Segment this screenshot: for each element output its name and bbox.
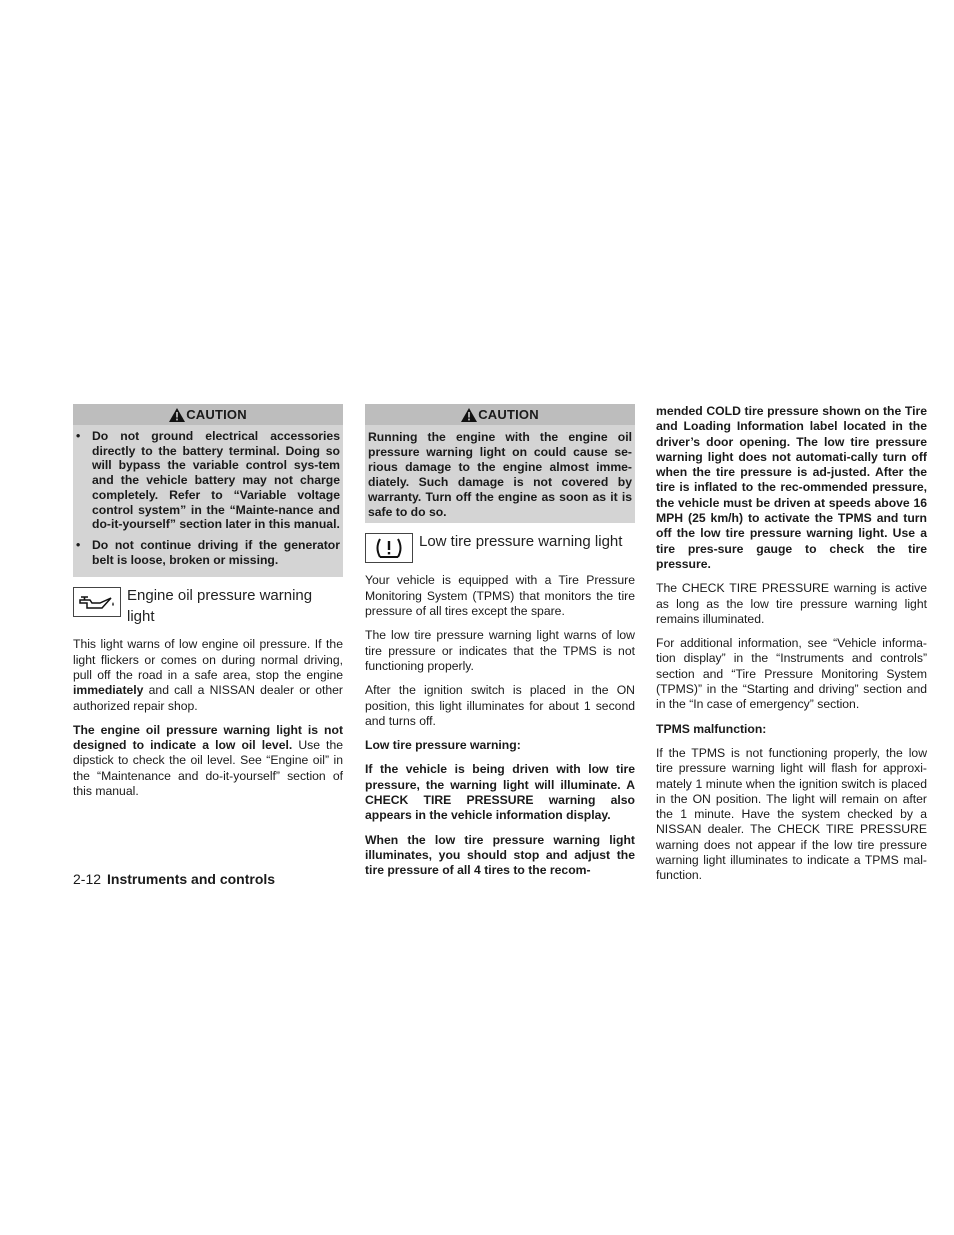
caution-list — [73, 425, 343, 567]
paragraph: Your vehicle is equipped with a Tire Pressure Monitoring System (TPMS) that monitors the tire pressure of all tires except the spare. — [365, 573, 635, 619]
caution-label: CAUTION — [478, 407, 539, 422]
column-2 — [365, 404, 635, 887]
caution-item: • Do not ground electrical accessories directly to the battery terminal. Doing so will bypass the variable control sys-tem and the vehicle battery may not charge completely. Refer to “Variable voltage control system” in the “Mainte-nance and do-it-yourself” section later in this manual. — [76, 429, 340, 532]
paragraph: The CHECK TIRE PRESSURE warning is active as long as the low tire pressure warning light remains illuminated. — [656, 581, 927, 626]
page-number: 2-12 — [73, 871, 102, 887]
caution-text: Running the engine with the engine oil pressure warning light on could cause se-rious damage to the engine almost imme-diately. Such damage is not covered by warranty. Turn off the engine as soon as it is safe to do so. — [368, 430, 632, 519]
paragraph: When the low tire pressure warning light illuminates, you should stop and adjust the tire pressure of all 4 tires to the recom- — [365, 832, 635, 878]
subheading: TPMS malfunction: — [656, 721, 767, 736]
paragraph: For additional information, see “Vehicle informa-tion display” in the “Instruments and controls” section and “Tire Pressure Monitoring System (TPMS)” in the “Starting and driving” section and in the “In case of emergency” section. — [656, 636, 927, 712]
tire-pressure-icon — [372, 536, 406, 560]
paragraph: If the TPMS is not functioning properly, the low tire pressure warning light will flash for approxi-mately 1 minute when the ignition switch is placed in the ON position. The light will remain on after the 1 minute. Have the system checked by a NISSAN dealer. The CHECK TIRE PRESSURE warning does not appear if the low tire pressure warning light illuminates to indicate a TPMS mal-function. — [656, 745, 927, 883]
caution-box — [73, 404, 343, 577]
paragraph: This light warns of low engine oil pressure. If the light flickers or comes on during normal driving, pull off the road in a safe area, stop the engine immediately and call a NISSAN dealer or other authorized repair shop. — [73, 637, 343, 713]
tire-pressure-heading — [365, 531, 635, 563]
tire-icon-frame — [365, 533, 413, 563]
caution-header — [73, 404, 343, 425]
bullet-icon: • — [76, 429, 81, 443]
section-title: Engine oil pressure warning light — [127, 587, 313, 626]
oil-can-icon — [78, 592, 116, 612]
oil-icon-frame — [73, 587, 121, 617]
section-name: Instruments and controls — [107, 871, 276, 887]
column-1 — [73, 404, 343, 808]
paragraph: If the vehicle is being driven with low tire pressure, the warning light will illuminate. A CHECK TIRE PRESSURE warning also appears in the vehicle information display. — [365, 762, 635, 823]
caution-header — [365, 404, 635, 425]
warning-triangle-icon — [461, 408, 477, 422]
caution-item: • Do not continue driving if the generator belt is loose, broken or missing. — [76, 537, 340, 567]
section-title: Low tire pressure warning light — [419, 533, 623, 551]
page-footer — [73, 871, 275, 887]
warning-triangle-icon — [169, 408, 185, 422]
column-3 — [656, 404, 927, 893]
paragraph: After the ignition switch is placed in the ON position, this light illuminates for about 1 second and turns off. — [365, 683, 635, 728]
paragraph: The low tire pressure warning light warns of low tire pressure or indicates that the TPMS is not functioning properly. — [365, 628, 635, 673]
paragraph: The engine oil pressure warning light is not designed to indicate a low oil level. Use the dipstick to check the oil level. See “Engine oil” in the “Maintenance and do-it-yourself” section of this manual. — [73, 722, 343, 798]
subheading: Low tire pressure warning: — [365, 738, 521, 753]
paragraph: mended COLD tire pressure shown on the Tire and Loading Information label located in the driver’s door opening. The low tire pressure warning light does not automati-cally turn off when the tire pressure is ad-justed. After the tire is inflated to the rec-ommended pressure, the vehicle must be driven at speeds above 16 MPH (25 km/h) to activate the TPMS and turn off the low tire pressure warning light. Use a tire pres-sure gauge to check the tire pressure. — [656, 404, 927, 571]
oil-pressure-heading — [73, 585, 343, 627]
caution-label: CAUTION — [186, 407, 247, 422]
bullet-icon: • — [76, 537, 81, 552]
caution-box — [365, 404, 635, 523]
